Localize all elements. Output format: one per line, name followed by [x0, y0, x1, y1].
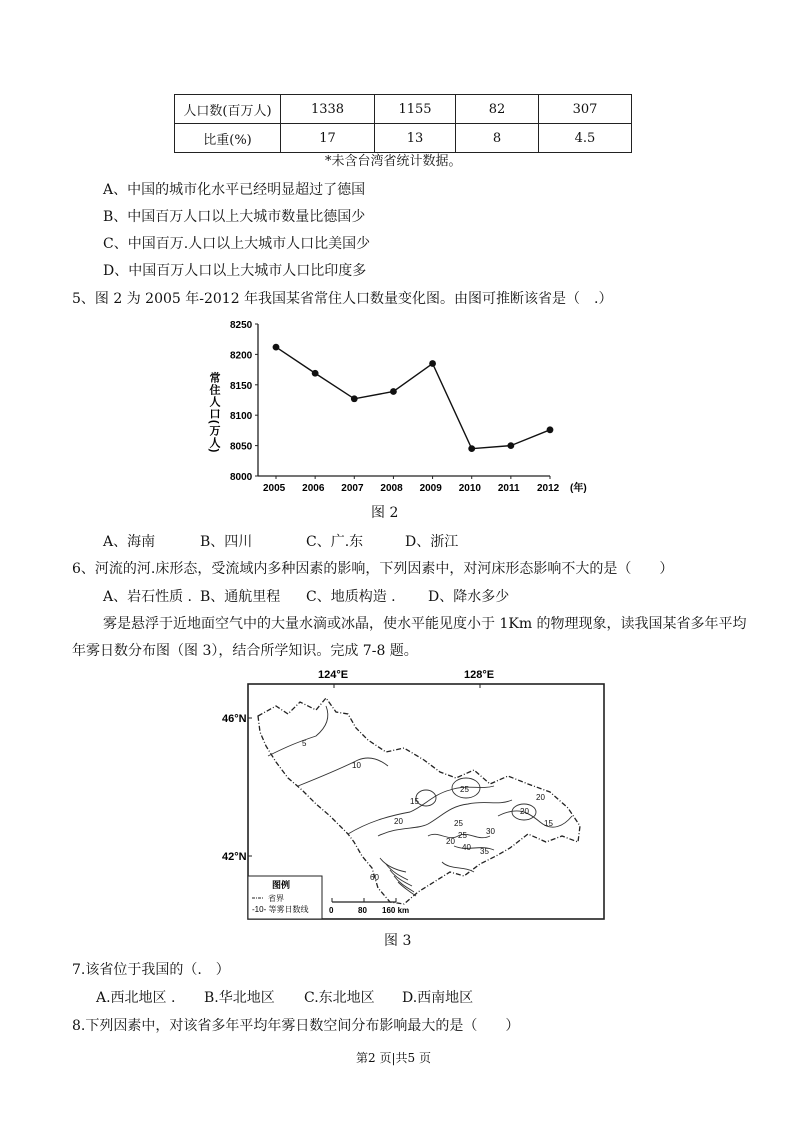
- isoline-label: 5: [302, 739, 307, 748]
- table-cell: 307: [539, 95, 632, 124]
- scale-label: 160 km: [382, 906, 410, 915]
- data-point: [468, 445, 475, 452]
- y-tick-label: 8200: [230, 350, 253, 362]
- isoline-label: 20: [394, 817, 403, 826]
- passage-line-1: 雾是悬浮于近地面空气中的大量水滴或冰晶，使水平能见度小于 1Km 的物理现象，读我国某省多年平均: [103, 616, 747, 632]
- q4-option-b: B、中国百万人口以上大城市数量比德国少: [103, 209, 366, 225]
- table-cell: 82: [456, 95, 539, 124]
- chart-axes: [258, 324, 550, 476]
- table-row: [175, 95, 632, 124]
- x-tick-label: 2009: [419, 483, 442, 494]
- isoline-label: 35: [480, 847, 489, 856]
- q5-option-b: B、四川: [200, 534, 253, 550]
- x-tick-label: 2008: [380, 483, 403, 494]
- fog-days-map: [222, 666, 608, 926]
- data-point: [507, 442, 514, 449]
- x-tick-label: 2011: [497, 483, 520, 494]
- q7-stem: 7.该省位于我国的（. ）: [72, 962, 230, 978]
- q5-stem: 5、图 2 为 2005 年-2012 年我国某省常住人口数量变化图。由图可推断该省是（ .）: [72, 291, 613, 307]
- isoline-label: 20: [446, 837, 455, 846]
- table-row: [175, 124, 632, 153]
- q4-option-a: A、中国的城市化水平已经明显超过了德国: [103, 182, 366, 198]
- isoline-label: 15: [410, 797, 419, 806]
- q5-option-d: D、浙江: [405, 534, 459, 550]
- figure-3-caption: 图 3: [384, 933, 412, 949]
- isoline-label: 15: [544, 819, 553, 828]
- passage-line-2: 年雾日数分布图（图 3），结合所学知识。完成 7-8 题。: [72, 643, 418, 659]
- q5-option-c: C、广.东: [306, 534, 364, 550]
- isoline-label: 20: [536, 793, 545, 802]
- data-point: [351, 395, 358, 402]
- q6-option-b: B、通航里程: [200, 589, 281, 605]
- lon-label-124: 124°E: [318, 669, 349, 681]
- q7-option-c: C.东北地区: [304, 990, 375, 1006]
- q7-option-a: A.西北地区 .: [96, 990, 176, 1006]
- legend-item-boundary: 省界: [268, 894, 284, 903]
- isoline-label: 10: [352, 761, 361, 770]
- isoline-label: 25: [454, 819, 463, 828]
- isoline-label: 20: [520, 807, 529, 816]
- scale-label: 80: [358, 906, 367, 915]
- table-cell: 17: [281, 124, 375, 153]
- y-tick-label: 8250: [230, 320, 253, 331]
- data-point: [273, 344, 280, 351]
- data-point: [312, 370, 319, 377]
- figure-2-caption: 图 2: [371, 505, 399, 521]
- chart-ticks: [230, 320, 560, 494]
- legend-item-isoline: -10- 等雾日数线: [252, 905, 309, 914]
- series-line: [276, 347, 550, 449]
- x-tick-label: 2005: [263, 483, 286, 494]
- isoline-label: 30: [486, 827, 495, 836]
- q6-option-d: D、降水多少: [428, 589, 510, 605]
- table-note: *未含台湾省统计数据。: [325, 154, 462, 169]
- table-cell: 13: [375, 124, 456, 153]
- legend-title: 图例: [272, 880, 291, 890]
- q8-stem: 8.下列因素中，对该省多年平均年雾日数空间分布影响最大的是（ ）: [72, 1018, 520, 1034]
- isoline-label: 25: [458, 831, 467, 840]
- lon-label-128: 128°E: [464, 669, 495, 681]
- x-tick-label: 2007: [341, 483, 364, 494]
- page-footer: 第2 页|共5 页: [356, 1051, 431, 1065]
- q7-option-d: D.西南地区: [402, 990, 474, 1006]
- q4-option-c: C、中国百万.人口以上大城市人口比美国少: [103, 236, 371, 252]
- y-tick-label: 8050: [230, 441, 253, 453]
- isoline-label: 60: [370, 873, 379, 882]
- table-cell: 4.5: [539, 124, 632, 153]
- y-tick-label: 8100: [230, 411, 253, 423]
- table-cell: 8: [456, 124, 539, 153]
- population-line-chart: [200, 312, 610, 497]
- data-point: [390, 388, 397, 395]
- chart-series: [273, 344, 554, 452]
- q4-option-d: D、中国百万人口以上大城市人口比印度多: [103, 263, 367, 279]
- x-tick-label: 2012: [537, 483, 560, 494]
- y-tick-label: 8000: [230, 472, 253, 483]
- isoline-label: 40: [462, 843, 471, 852]
- q6-option-c: C、地质构造 .: [306, 589, 396, 605]
- table-cell: 比重(%): [175, 124, 281, 153]
- data-point: [429, 360, 436, 367]
- y-tick-label: 8150: [230, 380, 253, 392]
- chart-x-axis-unit: (年): [570, 483, 587, 494]
- data-point: [547, 426, 554, 433]
- q6-stem: 6、河流的河.床形态，受流域内多种因素的影响，下列因素中，对河床形态影响不大的是（ ）: [72, 561, 674, 577]
- table-cell: 1155: [375, 95, 456, 124]
- isoline-label: 25: [460, 785, 469, 794]
- table-cell: 人口数(百万人): [175, 95, 281, 124]
- q5-option-a: A、海南: [103, 534, 156, 550]
- population-table: [174, 94, 632, 153]
- lat-label-42: 42°N: [222, 851, 247, 863]
- chart-y-axis-label: 常住人口(万人): [208, 372, 220, 454]
- q6-option-a: A、岩石性质 .: [103, 589, 193, 605]
- x-tick-label: 2010: [458, 483, 481, 494]
- scale-label: 0: [329, 906, 334, 915]
- table-cell: 1338: [281, 95, 375, 124]
- x-tick-label: 2006: [302, 483, 325, 494]
- lat-label-46: 46°N: [222, 713, 247, 725]
- q7-option-b: B.华北地区: [204, 990, 275, 1006]
